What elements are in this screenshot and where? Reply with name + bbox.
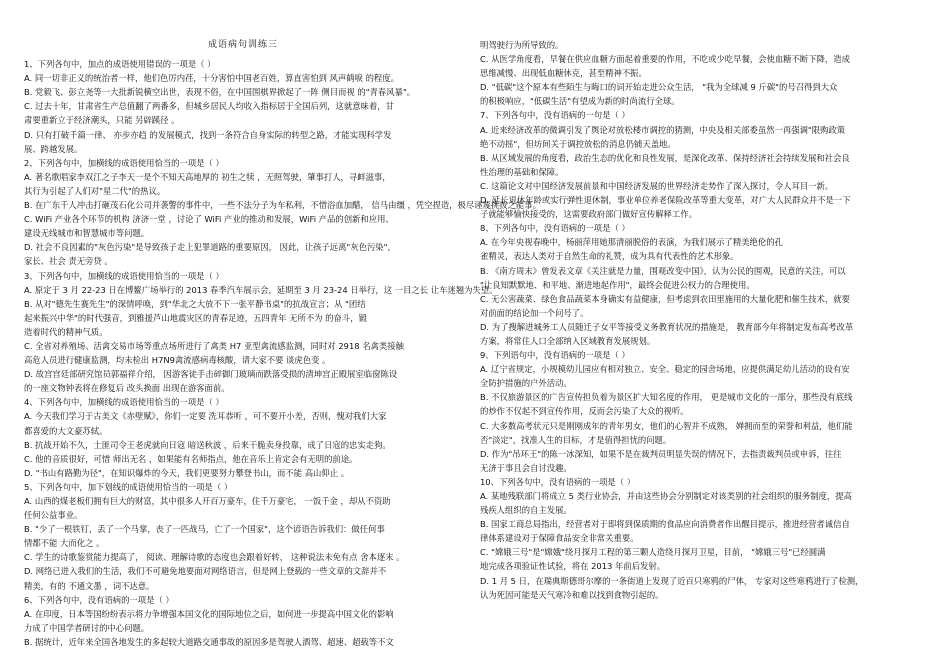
text-line: 3、下列各句中，加横线的成语使用恰当的一项是（ ） — [24, 270, 224, 281]
text-line: C. WiFi 产业各个环节的机构 济济一堂 ，讨论了 WiFi 产业的推动和发展，WiFi 产品的创新和应用、 — [24, 214, 394, 225]
text-line: 雀精灵，表达人类对于自然生命的礼赞，成为具有代表性的艺术形象。 — [480, 251, 739, 262]
text-line: 的一座文物钟表将在修复后 改头换面 出现在游客面前。 — [24, 383, 230, 394]
page-title: 成语病句训练三 — [207, 40, 278, 50]
text-line: 律体系建设对于保障食品安全非常关重要。 — [480, 533, 639, 544]
text-line: B. 国家工商总局指出，经营者对于即将到保质期的食品应向消费者作出醒目提示，推进经营者诚信自 — [480, 519, 850, 530]
text-line: 造着时代的精神气质。 — [24, 326, 108, 337]
text-line: A. 原定于 3 月 22-23 日在博鳌广场举行的 2013 春季汽车展示会，延期至 3 月 23-24 日举行，这 一目之长 让车迷翘为失望。 — [24, 284, 498, 295]
text-line: 高危人员进行健康监测，均未检出 H7N9禽流感病毒核酸，请大家不要 谈虎色变 。 — [24, 355, 331, 366]
text-line: 5、下列各句中，加下划线的成语使用恰当的一项是（ ） — [24, 481, 233, 492]
text-line: C. 大多数高考状元只是刚刚成年的青年男女，他们的心智并不成熟， 婵拥而至的荣誉和利益，他们能 — [480, 420, 853, 431]
text-line: B. 从对"德先生赛先生"的深情呼唤，到"华北之大放不下一张平静书桌"的抗战宣言；从 "团结 — [24, 298, 366, 309]
text-line: D. 为了搜解进城务工人员随迁子女平等接受义务教育状况的措施是， 教育部今年将制定发布高考改革 — [480, 321, 854, 332]
text-line: C. 他的音质很好，可惜 师出无名 ，如果能有名师指点，他在音乐上肯定会有无明的前途。 — [24, 453, 358, 464]
text-line: B. 党毅飞、彭立尧等一大批新锐横空出世，表现不俗，在中国围棋界掀起了一阵 侧目而视 的"青春风暴"。 — [24, 87, 416, 98]
text-line: 4、下列各句中，加横线的成语使用恰当的一项是（ ） — [24, 397, 224, 408]
text-line: C. 从医学角度看，早餐在供应血糖方面起着重要的作用，不吃或少吃早餐，会使血糖不断下降，造成 — [480, 54, 850, 65]
text-line: 方案，将常住人口全部纳入区域教育发展规划。 — [480, 335, 656, 346]
text-line: 任何公益事业。 — [24, 510, 83, 521]
text-line: D. 作为"吊环王"的陈一冰深知，如果不是在裁判员明显失误的情况下，去指责裁判员或申诉，往往 — [480, 448, 842, 459]
text-line: A. 同一切非正义的统治者一样，他们色厉内荏，十分害怕中国老百姓，算直害怕到 风声鹤唳 的程度。 — [24, 73, 399, 84]
text-line: D. "书山有路勤为径"，在知识爆炸的今天，我们更要努力攀登书山，而不能 高山仰止 。 — [24, 467, 350, 478]
text-line: B. 在广东千人冲击打砸茂石化公司并袭警的事件中，一些不法分子为车私利，不惜浴血加醋， 信马由缰 ，凭空捏造，极尽诬蔑挑拨之能事。 — [24, 200, 541, 211]
text-line: 子就能够愉快接受的，这需要政府部门做好宣传解释工作。 — [480, 209, 697, 220]
text-line: D. "低碳"这个原本有些陌生与晦口的词开始走进公众生活， "我为全球减 9 斤碳"的号召得到大众 — [480, 82, 838, 93]
text-line: C. 无公害蔬菜、绿色食品蔬菜本身确实有益健康，但考虑到农田里施用的大量化肥和催生技术，就要 — [480, 293, 850, 304]
text-line: 2、下列各句中，加横线的成语使用恰当的一项是（ ） — [24, 157, 224, 168]
right-column — [480, 38, 920, 602]
text-line: A. 辽宁省规定，小规模幼儿园应有相对独立、安全、稳定的园舍场地，应提供满足幼儿活动的设有安 — [480, 364, 850, 375]
text-line: 展、跨越发展。 — [24, 143, 83, 154]
text-line: A. 在印度，日本等国纷纷表示将力争增强本国文化的国际地位之后，如何进一步提高中国文化的影响 — [24, 608, 394, 619]
text-line: 情都不能 大而化之 。 — [24, 538, 105, 549]
text-line: D. 1 月 5 日，在瑞典斯德哥尔摩的一条街道上发现了近百只寒鸦的尸体， 专家对这些寒鸦进行了检测， — [480, 575, 864, 586]
text-line: A. 山西的煤老板们拥有巨大的财富，其中很多人开百万豪车，住千万豪宅， 一饭千金 ，却从不资助 — [24, 496, 391, 506]
text-line: 起来振兴中华"的时代强音，到雅援芦山地震灾区的青春足迹，五四青年 无所不为 的奋斗，锻 — [24, 312, 367, 323]
text-line: 10、下列各句中，没有语病的一项是（ ） — [480, 476, 636, 487]
text-line: 建设无线城市和智慧城市等问题。 — [24, 228, 150, 239]
text-line: 地完成各项验证性试验，将在 2013 年前后发射。 — [480, 561, 666, 572]
text-line: D. 网络已进入我们的生活，我们不可避免地要面对网络语言，但是网上登载的一些文章的文辞并不 — [24, 566, 387, 577]
text-line: 7、下列各句中，没有语病的一句是（ ） — [480, 110, 630, 121]
text-line: D. 延长退休年龄或实行弹性退休制，事业单位养老保险改革等重大变革，对广大人民群众并不是一下 — [480, 195, 851, 206]
text-line: C. "嫦娥三号"是"嫦娥"绕月探月工程的第三颗人造绕月探月卫星，目前， "嫦娥三号"已经圆满 — [480, 547, 826, 558]
text-line: D. 故宫宫廷部研究馆员郭福祥介绍， 因游客徒手击碎御门玻璃而跌落受损的清坤宫正殿展室临窗陈设 — [24, 369, 398, 380]
text-line: 绝不动摇"，但坊间关于调控放松的消息仍铺天盖地。 — [480, 138, 676, 149]
text-line: 精美，有的 不通文墨 ，词不达意。 — [24, 580, 155, 591]
text-line: C. 这篇论文对中国经济发展前景和中国经济发展的世界经济走势作了深入探讨，令人耳目一新。 — [480, 180, 834, 191]
text-line: B. 《南方周末》曾发表文章《关注就是力量，围观改变中国》，认为公民的围观，民意的关注，可以 — [480, 265, 846, 276]
text-line: 认为死因可能是天气寒冷和难以找到食物引起的。 — [480, 589, 664, 600]
text-line: 否"淡定"，找准人生的目标，才是值得担忧的问题。 — [480, 434, 672, 445]
text-line: 其行为引起了人们对"星二代"的热议。 — [24, 185, 166, 196]
text-line: 性治理的基础和保障。 — [480, 166, 564, 177]
text-line: B. 抗战开始不久，土匪司令王老虎就向日寇 暗送秋波 ，后来干脆卖身投靠，成了日寇的忠实走狗。 — [24, 439, 391, 450]
text-line: 8、下列各句中，没有语病的一项是（ ） — [480, 223, 630, 234]
text-line: A. 今天我们学习于古美文《赤壁赋》，你们一定要 洗耳恭听 ，可不要开小差，否则，愧对我们大家 — [24, 411, 387, 422]
text-line: C. 过去十年，甘肃省生产总值翻了两番多，但城乡居民人均收入指标居于全国后列，这就意味着，甘 — [24, 101, 394, 112]
text-line: 力成了中国学者研讨的中心问题。 — [24, 622, 150, 633]
text-line: A. 近来经济改革的微调引发了舆论对放松楼市调控的猜测，中央及相关部委虽然一再强调"限购政策 — [480, 124, 846, 135]
text-line: A. 某地残联部门将成立 5 类行业协会，并由这些协会分别制定对该类别的社会组织的服务制度，提高 — [480, 491, 852, 501]
text-line: D. 社会不良因素的"灰色污染"是导致孩子走上犯罪道路的重要原因， 因此，让孩子远离"灰色污染"， — [24, 242, 396, 253]
text-line: 思维减慢、出现低血糖休克，甚至精神不振。 — [480, 68, 647, 79]
text-line: 都喜爱的大文豪苏轼。 — [24, 425, 108, 436]
text-line: 家长、社会 责无旁贷 。 — [24, 256, 113, 267]
text-line: 无济于事且会自讨没趣。 — [480, 462, 572, 473]
text-line: 9、下列语句中，没有语病的一项是（ ） — [480, 350, 630, 361]
text-line: 肃要重新立于经济潮头，只能 另辟蹊径 。 — [24, 115, 180, 126]
text-line: A. 在今年央视春晚中，杨丽萍用她那清丽脱俗的表演，为我们展示了精美绝伦的孔 — [480, 237, 783, 248]
text-line: C. 学生的诗歌鉴赏能力提高了， 阅读、理解诗歌的态度也会跟着好转， 这种说法未免有点 舍本逐末 。 — [24, 552, 405, 563]
text-line: 对前面的结论加一个问号了。 — [480, 307, 589, 318]
text-line: D. 只有打破千篇一律、 亦步亦趋 的发展模式，找到一条符合自身实际的转型之路，才能实现科学发 — [24, 129, 392, 140]
text-line: 残疾人组织的自主发展。 — [480, 505, 572, 516]
text-line: 6、下列各句中，没有语病的一项是（ ） — [24, 594, 174, 605]
text-line: 的积极响应，"低碳生活"有望成为新的时尚流行全球。 — [480, 96, 680, 107]
text-line: 全防护措施的户外活动。 — [480, 378, 572, 389]
text-line: 明驾驶行为所导致的。 — [480, 40, 564, 50]
text-line: A. 著名歌唱家李双江之子李天一是个不知天高地厚的 初生之犊 ，无照驾驶，肇事打人，寻衅滋事， — [24, 171, 391, 182]
text-line: 的炒作不仅起不到宣传作用，反而会污染了大众的视听。 — [480, 406, 689, 417]
text-line: 1、下列各句中，加点的成语使用错误的一项是（ ） — [24, 59, 216, 70]
text-line: B. 不仅旅游景区的广告宣传担负着为景区扩大知名度的作用， 更是城市文化的一部分，那些没有底线 — [480, 392, 853, 403]
text-line: B. 据统计，近年来全国各地发生的多起较大道路交通事故的原因多是驾驶人酒驾、超速、超载等不文 — [24, 636, 394, 647]
text-line: B. 从区域发展的角度看，政治生态的优化和良性发展，是深化改革、保持经济社会持续发展和社会良 — [480, 152, 850, 163]
text-line: C. 全省对养殖场、活禽交易市场等重点场所进行了禽类 H7 亚型禽流感监测，同时对 2918 名禽类接触 — [24, 340, 404, 351]
text-line: "让良知默默地、和平地、渐进地起作用"，最终会促进公权力的合理使用。 — [480, 279, 755, 290]
right-text-block — [480, 38, 920, 602]
text-line: B. "少了一根铁钉，丢了一个马掌，丧了一匹战马，亡了一个国家"，这个谚语告诉我们：做任何事 — [24, 524, 385, 535]
